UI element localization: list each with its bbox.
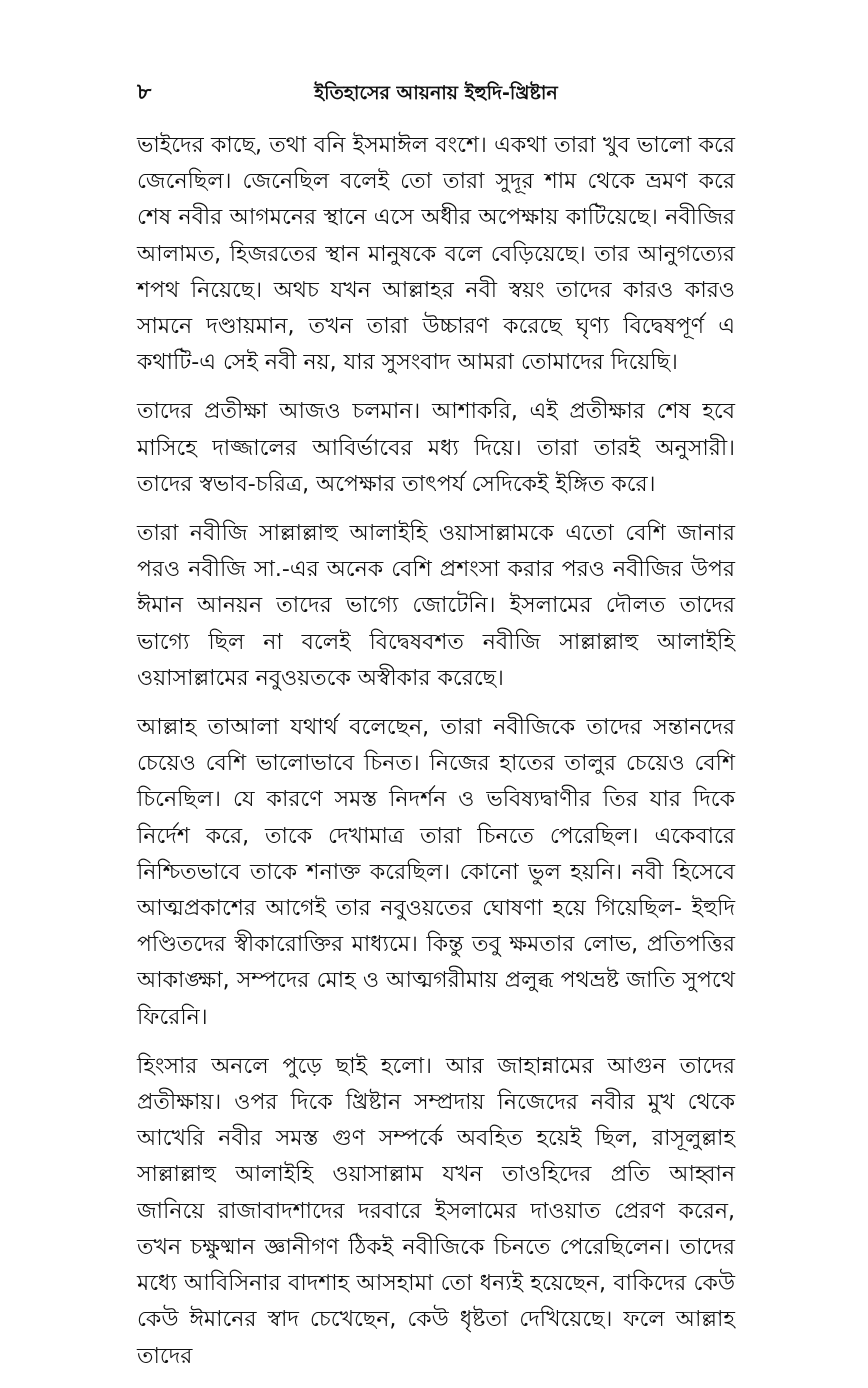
body-text <box>137 128 735 1388</box>
page-number: ৮ <box>137 80 152 105</box>
page-header <box>137 78 735 108</box>
paragraph-5: হিংসার অনলে পুড়ে ছাই হলো। আর জাহান্নামের আগুন তাদের প্রতীক্ষায়। ওপর দিকে খ্রিষ্টান সম্প্রদায় নিজেদের নবীর মুখ থেকে আখেরি নবীর সমস্ত গুণ সম্পর্কে অবহিত হয়েই ছিল, রাসূলুল্লাহ সাল্লাল্লাহু আলাইহি ওয়াসাল্লাম যখন তাওহিদের প্রতি আহ্বান জানিয়ে রাজাবাদশাদের দরবারে ইসলামের দাওয়াত প্রেরণ করেন, তখন চক্ষুষ্মান জ্ঞানীগণ ঠিকই নবীজিকে চিনতে পেরেছিলেন। তাদের মধ্যে আবিসিনার বাদশাহ আসহামা তো ধন্যই হয়েছেন, বাকিদের কেউ কেউ ঈমানের স্বাদ চেখেছেন, কেউ ধৃষ্টতা দেখিয়েছে। ফলে আল্লাহ তাদের <box>137 1053 735 1369</box>
paragraph-1: ভাইদের কাছে, তথা বনি ইসমাঈল বংশে। একথা তারা খুব ভালো করে জেনেছিল। জেনেছিল বলেই তো তারা সুদূর শাম থেকে ভ্রমণ করে শেষ নবীর আগমনের স্থানে এসে অধীর অপেক্ষায় কাটিয়েছে। নবীজির আলামত, হিজরতের স্থান মানুষকে বলে বেড়িয়েছে। তার আনুগত্যের শপথ নিয়েছে। অথচ যখন আল্লাহর নবী স্বয়ং তাদের কারও কারও সামনে দণ্ডায়মান, তখন তারা উচ্চারণ করেছে ঘৃণ্য বিদ্বেষপূর্ণ এ কথাটি-এ সেই নবী নয়, যার সুসংবাদ আমরা তোমাদের দিয়েছি। <box>137 133 735 376</box>
running-title: ইতিহাসের আয়নায় ইহুদি-খ্রিষ্টান <box>314 82 558 104</box>
paragraph-2: তাদের প্রতীক্ষা আজও চলমান। আশাকরি, এই প্রতীক্ষার শেষ হবে মাসিহে দাজ্জালের আবির্ভাবের মধ্য দিয়ে। তারা তারই অনুসারী। তাদের স্বভাব-চরিত্র, অপেক্ষার তাৎপর্য সেদিকেই ইঙ্গিত করে। <box>137 399 735 497</box>
paragraph-3: তারা নবীজি সাল্লাল্লাহু আলাইহি ওয়াসাল্লামকে এতো বেশি জানার পরও নবীজি সা.-এর অনেক বেশি প্রশংসা করার পরও নবীজির উপর ঈমান আনয়ন তাদের ভাগ্যে জোটেনি। ইসলামের দৌলত তাদের ভাগ্যে ছিল না বলেই বিদ্বেষবশত নবীজি সাল্লাল্লাহু আলাইহি ওয়াসাল্লামের নবুওয়তকে অস্বীকার করেছে। <box>137 521 735 691</box>
paragraph-4: আল্লাহ তাআলা যথার্থ বলেছেন, তারা নবীজিকে তাদের সন্তানদের চেয়েও বেশি ভালোভাবে চিনত। নিজের হাতের তালুর চেয়েও বেশি চিনেছিল। যে কারণে সমস্ত নিদর্শন ও ভবিষ্যদ্বাণীর তির যার দিকে নির্দেশ করে, তাকে দেখামাত্র তারা চিনতে পেরেছিল। একেবারে নিশ্চিতভাবে তাকে শনাক্ত করেছিল। কোনো ভুল হয়নি। নবী হিসেবে আত্মপ্রকাশের আগেই তার নবুওয়তের ঘোষণা হয়ে গিয়েছিল- ইহুদি পণ্ডিতদের স্বীকারোক্তির মাধ্যমে। কিন্তু তবু ক্ষমতার লোভ, প্রতিপত্তির আকাঙ্ক্ষা, সম্পদের মোহ ও আত্মগরীমায় প্রলুব্ধ পথভ্রষ্ট জাতি সুপথে ফিরেনি। <box>137 715 735 1030</box>
